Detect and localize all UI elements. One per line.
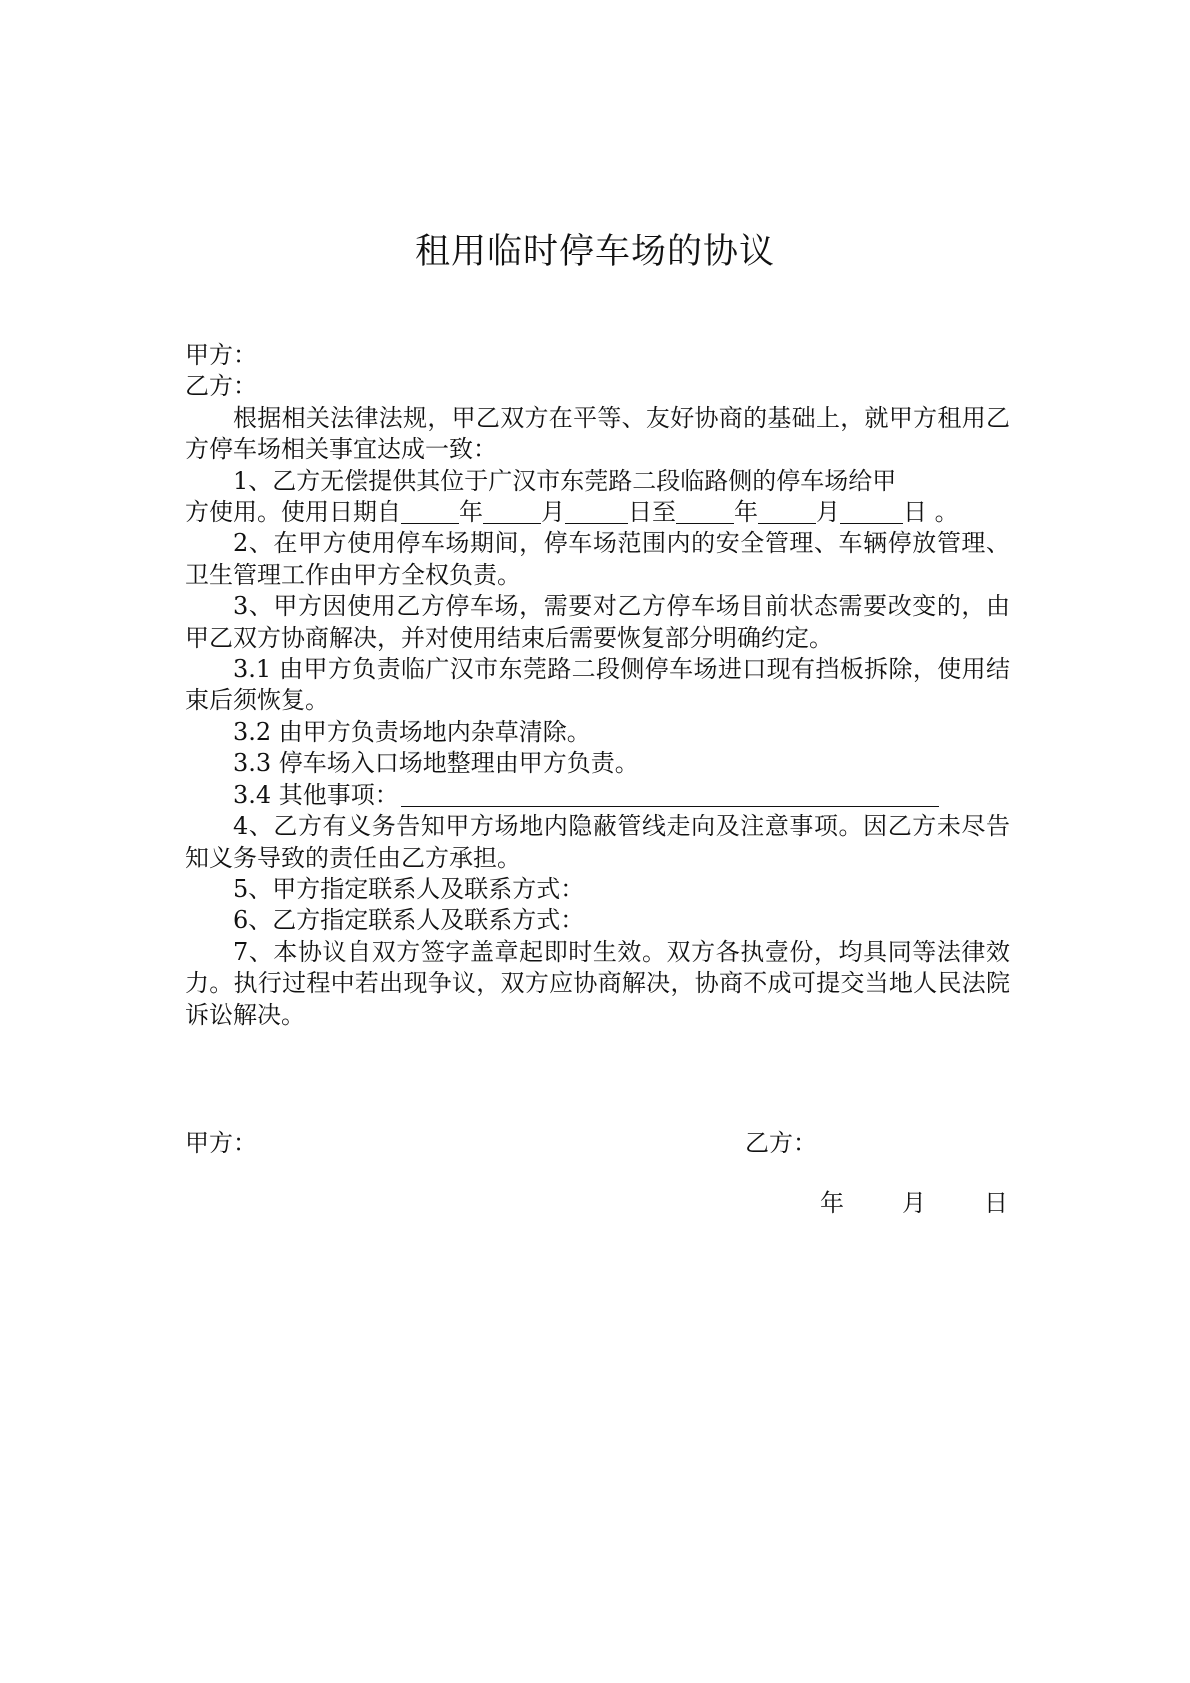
clause-2: 2、在甲方使用停车场期间，停车场范围内的安全管理、车辆停放管理、卫生管理工作由甲方全权负责。 [185, 529, 1010, 589]
clause-6: 6、乙方指定联系人及联系方式： [233, 906, 585, 935]
signature-party-b: 乙方： [745, 1129, 817, 1157]
start-day-to-label: 日至 [628, 498, 676, 527]
clause-4: 4、乙方有义务告知甲方场地内隐蔽管线走向及注意事项。因乙方未尽告知义务导致的责任由乙方承担。 [185, 812, 1010, 872]
document-body [185, 340, 1010, 1031]
clause-3-1: 3.1 由甲方负责临广汉市东莞路二段侧停车场进口现有挡板拆除，使用结束后须恢复。 [185, 655, 1010, 715]
end-month-blank[interactable] [758, 499, 816, 524]
period-end: 。 [927, 498, 959, 527]
other-matters-blank[interactable] [401, 782, 939, 807]
sign-year-label: 年 [820, 1189, 844, 1217]
intro-paragraph: 根据相关法律法规，甲乙双方在平等、友好协商的基础上，就甲方租用乙方停车场相关事宜达成一致： [185, 403, 1010, 464]
signature-party-a: 甲方： [185, 1129, 257, 1157]
start-day-blank[interactable] [565, 499, 628, 524]
clause-1-line-2 [185, 497, 1010, 528]
party-a-label: 甲方： [185, 341, 257, 369]
clause-3: 3、甲方因使用乙方停车场，需要对乙方停车场目前状态需要改变的，由甲乙双方协商解决，并对使用结束后需要恢复部分明确约定。 [185, 592, 1010, 652]
start-month-blank[interactable] [483, 499, 541, 524]
start-month-label: 月 [541, 498, 565, 527]
clause-3-4 [185, 780, 1010, 811]
signature-date [820, 1188, 1008, 1219]
clause-3-2: 3.2 由甲方负责场地内杂草清除。 [233, 717, 591, 746]
end-year-label: 年 [734, 498, 758, 527]
start-year-blank[interactable] [401, 499, 459, 524]
party-b-label: 乙方： [185, 372, 257, 401]
clause-5: 5、甲方指定联系人及联系方式： [233, 874, 585, 903]
end-day-label: 日 [903, 498, 927, 527]
sign-month-label: 月 [902, 1189, 926, 1217]
clause-7: 7、本协议自双方签字盖章起即时生效。双方各执壹份，均具同等法律效力。执行过程中若出现争议，双方应协商解决，协商不成可提交当地人民法院诉讼解决。 [185, 937, 1010, 1029]
start-year-label: 年 [459, 498, 483, 527]
end-month-label: 月 [816, 498, 840, 527]
clause-1-prefix: 方使用。使用日期自 [185, 498, 401, 527]
clause-3-3: 3.3 停车场入口场地整理由甲方负责。 [233, 749, 639, 778]
end-year-blank[interactable] [676, 499, 734, 524]
sign-day-label: 日 [984, 1189, 1008, 1217]
clause-1-line-1: 1、乙方无偿提供其位于广汉市东莞路二段临路侧的停车场给甲 [233, 466, 897, 495]
document-title: 租用临时停车场的协议 [414, 232, 775, 272]
end-day-blank[interactable] [840, 499, 903, 524]
clause-3-4-label: 3.4 其他事项： [233, 780, 399, 809]
